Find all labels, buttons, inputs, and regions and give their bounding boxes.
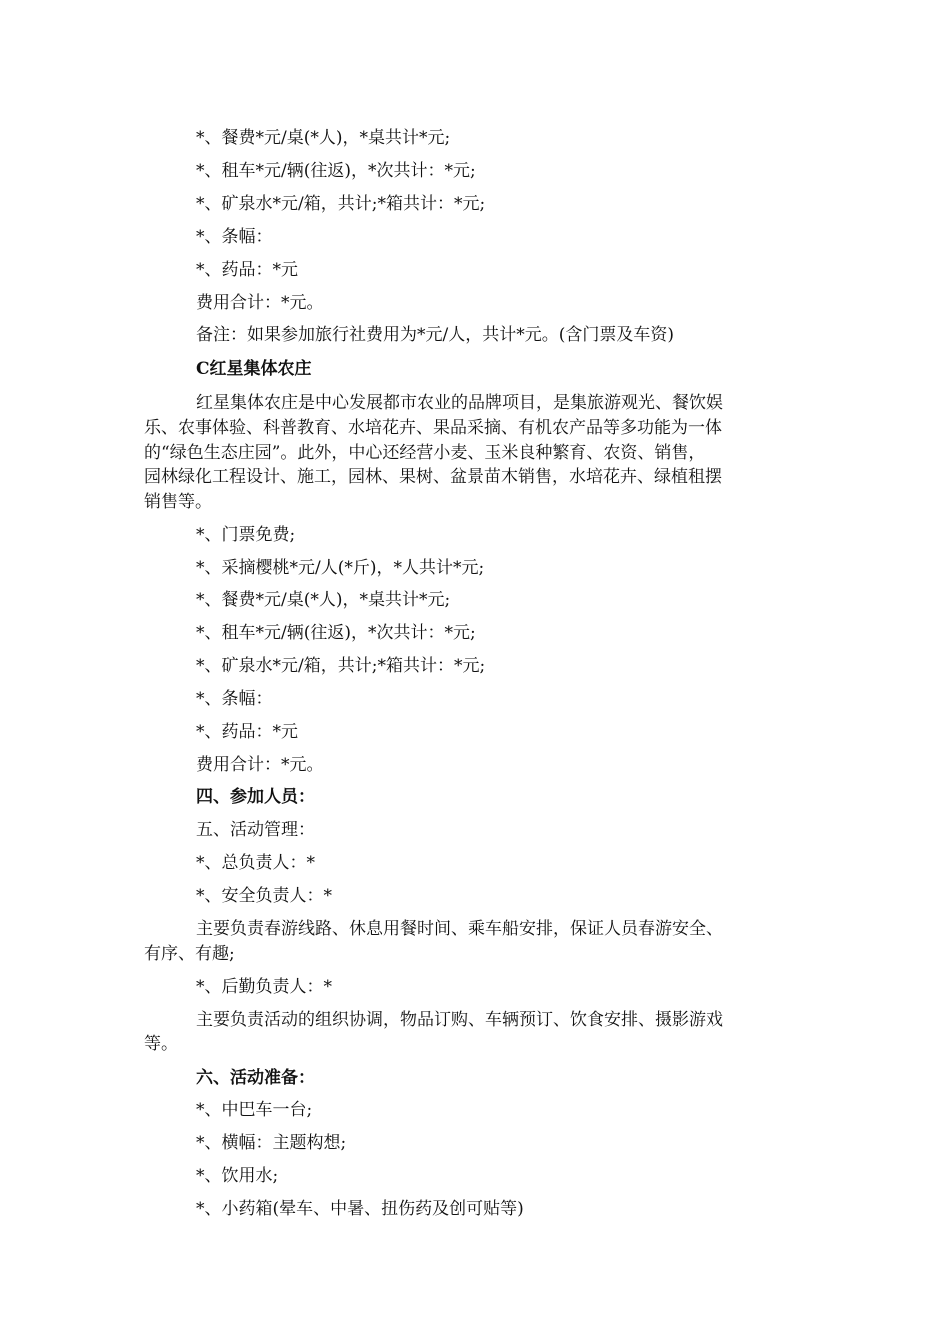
text-line: *、条幅：	[196, 689, 273, 709]
text-line: *、租车*元/辆(往返)，*次共计：*元;	[196, 623, 476, 643]
section-heading: 四、参加人员：	[196, 787, 315, 807]
text-line: *、药品：*元	[196, 722, 298, 742]
text-line: 园林绿化工程设计、施工，园林、果树、盆景苗木销售，水培花卉、绿植租摆	[144, 467, 722, 487]
section-heading: C红星集体农庄	[196, 359, 312, 379]
text-line: *、横幅：主题构想;	[196, 1133, 347, 1153]
text-line: 费用合计：*元。	[196, 755, 324, 775]
text-line: *、条幅：	[196, 227, 273, 247]
text-line: 费用合计：*元。	[196, 293, 324, 313]
text-line: *、总负责人：*	[196, 853, 315, 873]
text-line: *、采摘樱桃*元/人(*斤)，*人共计*元;	[196, 558, 485, 578]
text-line: 红星集体农庄是中心发展都市农业的品牌项目，是集旅游观光、餐饮娱	[196, 393, 723, 413]
section-heading: 六、活动准备：	[196, 1068, 315, 1088]
text-line: 有序、有趣;	[144, 944, 235, 964]
text-line: *、矿泉水*元/箱，共计;*箱共计：*元;	[196, 194, 486, 214]
text-line: *、药品：*元	[196, 260, 298, 280]
text-line: 销售等。	[144, 492, 212, 512]
text-line: 主要负责活动的组织协调，物品订购、车辆预订、饮食安排、摄影游戏	[196, 1010, 723, 1030]
text-line: *、小药箱(晕车、中暑、扭伤药及创可贴等)	[196, 1199, 524, 1219]
text-line: *、餐费*元/桌(*人)，*桌共计*元;	[196, 128, 451, 148]
text-line: *、门票免费;	[196, 525, 296, 545]
text-line: *、矿泉水*元/箱，共计;*箱共计：*元;	[196, 656, 486, 676]
text-line: 五、活动管理：	[196, 820, 315, 840]
text-line: *、租车*元/辆(往返)，*次共计：*元;	[196, 161, 476, 181]
text-line: 主要负责春游线路、休息用餐时间、乘车船安排，保证人员春游安全、	[196, 919, 723, 939]
text-line: 的“绿色生态庄园”。此外，中心还经营小麦、玉米良种繁育、农资、销售，	[144, 443, 706, 463]
text-line: 等。	[144, 1034, 178, 1054]
text-line: *、后勤负责人：*	[196, 977, 332, 997]
text-line: 备注：如果参加旅行社费用为*元/人，共计*元。(含门票及车资)	[196, 325, 674, 345]
text-line: *、中巴车一台;	[196, 1100, 313, 1120]
text-line: *、餐费*元/桌(*人)，*桌共计*元;	[196, 590, 451, 610]
text-line: *、安全负责人：*	[196, 886, 332, 906]
text-line: *、饮用水;	[196, 1166, 279, 1186]
text-line: 乐、农事体验、科普教育、水培花卉、果品采摘、有机农产品等多功能为一体	[144, 418, 722, 438]
